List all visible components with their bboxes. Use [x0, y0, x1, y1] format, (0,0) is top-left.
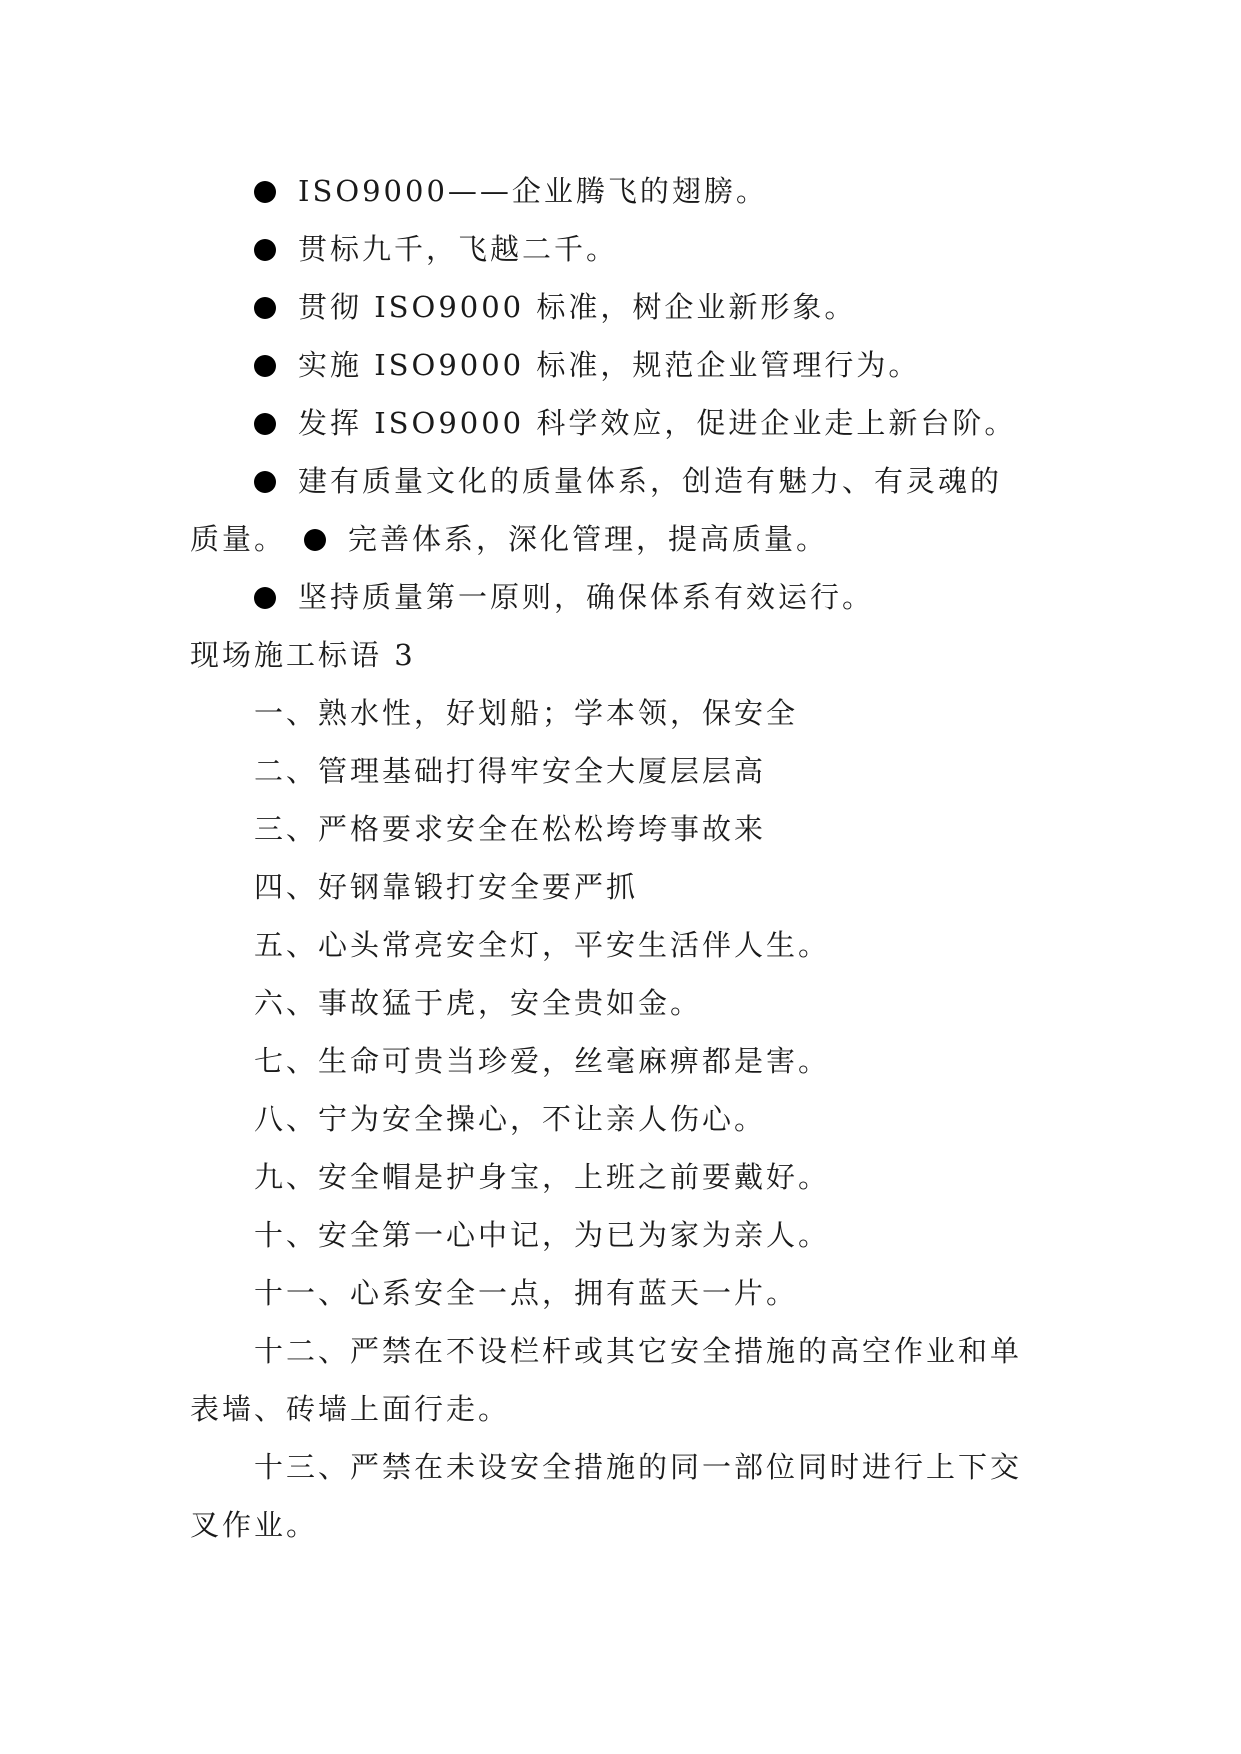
bullet-icon	[254, 587, 276, 609]
slogan-item: 二、管理基础打得牢安全大厦层层高	[254, 754, 767, 788]
section-heading: 现场施工标语 3	[190, 638, 416, 672]
bullet-item	[190, 278, 1050, 336]
bullet-icon	[254, 355, 276, 377]
bullet-text: 建有质量文化的质量体系，创造有魅力、有灵魂的	[298, 464, 1003, 498]
slogan-item: 三、严格要求安全在松松垮垮事故来	[254, 812, 767, 846]
bullet-icon	[254, 413, 276, 435]
slogan-item-13-line1: 十三、严禁在未设安全措施的同一部位同时进行上下交	[254, 1450, 1023, 1484]
slogan-item-12-line2: 表墙、砖墙上面行走。	[190, 1392, 511, 1426]
bullet-item-wrapped-line2	[190, 510, 1050, 568]
slogan-item: 七、生命可贵当珍爱，丝毫麻痹都是害。	[254, 1044, 831, 1078]
document-body	[190, 162, 1050, 1554]
slogan-item: 十、安全第一心中记，为已为家为亲人。	[254, 1218, 831, 1252]
bullet-item-wrapped-line1	[190, 452, 1050, 510]
bullet-text-continuation: 质量。	[190, 522, 287, 556]
slogan-item: 九、安全帽是护身宝，上班之前要戴好。	[254, 1160, 831, 1194]
slogan-item: 四、好钢靠锻打安全要严抓	[254, 870, 639, 904]
slogan-item: 十一、心系安全一点，拥有蓝天一片。	[254, 1276, 799, 1310]
bullet-item	[190, 568, 1050, 626]
bullet-text: 坚持质量第一原则，确保体系有效运行。	[298, 580, 875, 614]
bullet-icon	[254, 181, 276, 203]
slogan-item-13-line2: 叉作业。	[190, 1508, 319, 1542]
bullet-item	[190, 336, 1050, 394]
bullet-item	[190, 162, 1050, 220]
slogan-item: 五、心头常亮安全灯，平安生活伴人生。	[254, 928, 831, 962]
bullet-text: 完善体系，深化管理，提高质量。	[348, 522, 829, 556]
bullet-icon	[254, 297, 276, 319]
bullet-text: 实施 ISO9000 标准，规范企业管理行为。	[298, 348, 921, 382]
bullet-text: 贯彻 ISO9000 标准，树企业新形象。	[298, 290, 857, 324]
slogan-item: 八、宁为安全操心，不让亲人伤心。	[254, 1102, 767, 1136]
bullet-icon	[254, 471, 276, 493]
bullet-item	[190, 220, 1050, 278]
bullet-text: 发挥 ISO9000 科学效应，促进企业走上新台阶。	[298, 406, 1017, 440]
slogan-item: 一、熟水性，好划船；学本领，保安全	[254, 696, 799, 730]
slogan-item-12-line1: 十二、严禁在不设栏杆或其它安全措施的高空作业和单	[254, 1334, 1023, 1368]
bullet-icon	[254, 239, 276, 261]
bullet-text: ISO9000——企业腾飞的翅膀。	[298, 174, 768, 208]
bullet-item	[190, 394, 1050, 452]
bullet-icon	[304, 529, 326, 551]
bullet-text: 贯标九千，飞越二千。	[298, 232, 619, 266]
slogan-item: 六、事故猛于虎，安全贵如金。	[254, 986, 703, 1020]
